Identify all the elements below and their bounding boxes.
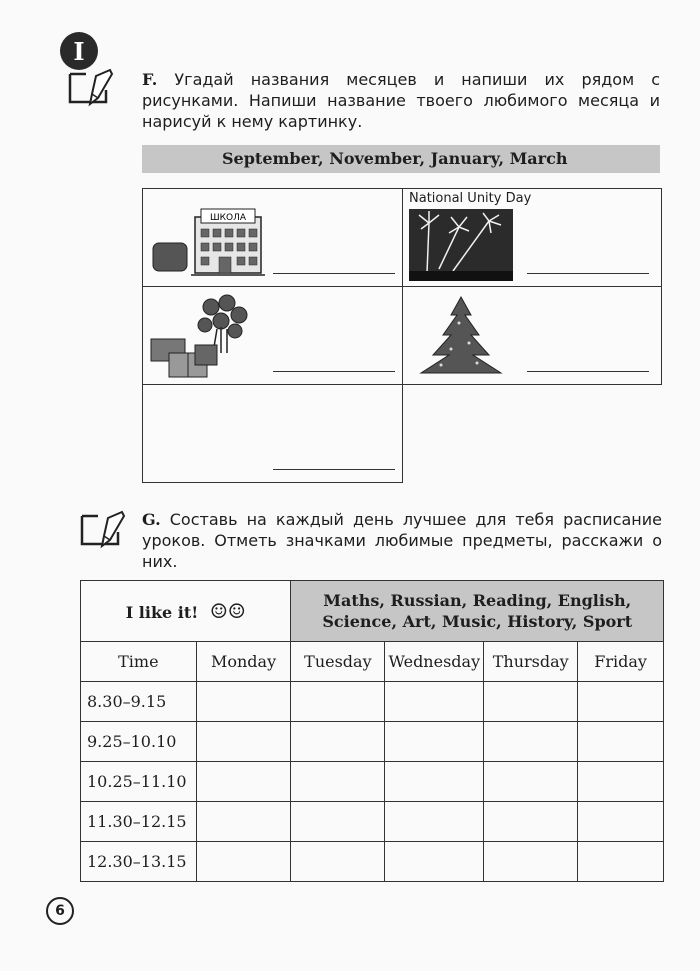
task-f-text: Угадай названия месяцев и напиши их рядом с рисунками. Напиши название твоего любимого месяца и нарисуй к нему картинку. (142, 70, 661, 131)
schedule-cell[interactable] (385, 682, 484, 722)
picture-cell-fireworks (402, 188, 662, 287)
school-building-icon (149, 203, 267, 281)
schedule-cell[interactable] (484, 722, 578, 762)
table-row (81, 762, 664, 802)
schedule-cell[interactable] (484, 842, 578, 882)
picture-cell-tree (402, 286, 662, 385)
schedule-cell[interactable] (196, 682, 291, 722)
word-bank (142, 145, 660, 173)
time-slot: 11.30–12.15 (81, 802, 197, 842)
table-row (81, 842, 664, 882)
schedule-cell[interactable] (484, 682, 578, 722)
task-g-instructions (142, 509, 662, 572)
smiley-icon: ☺☺ (209, 599, 246, 623)
schedule-cell[interactable] (578, 842, 664, 882)
answer-line[interactable] (273, 273, 395, 274)
answer-line[interactable] (527, 273, 649, 274)
column-header-monday: Monday (196, 642, 291, 682)
unit-badge-label: I (73, 36, 85, 66)
time-slot: 9.25–10.10 (81, 722, 197, 762)
column-header-time: Time (81, 642, 197, 682)
table-row (81, 722, 664, 762)
task-g-text: Составь на каждый день лучшее для тебя расписание уроков. Отметь значками любимые предметы, расскажи о них. (142, 510, 662, 571)
schedule-cell[interactable] (196, 762, 291, 802)
schedule-cell[interactable] (196, 802, 291, 842)
schedule-cell[interactable] (291, 722, 385, 762)
schedule-cell[interactable] (385, 722, 484, 762)
subjects-list: Maths, Russian, Reading, English, Science, Art, Music, History, Sport (322, 591, 633, 631)
picture-cell-flowers (142, 286, 403, 385)
column-header-wednesday: Wednesday (385, 642, 484, 682)
schedule-table (80, 580, 664, 882)
time-slot: 8.30–9.15 (81, 682, 197, 722)
subjects-header (291, 581, 664, 642)
picture-cell-empty[interactable] (142, 384, 403, 483)
answer-line[interactable] (527, 371, 649, 372)
schedule-cell[interactable] (578, 762, 664, 802)
task-f-instructions (142, 69, 660, 132)
schedule-cell[interactable] (291, 842, 385, 882)
page-number (46, 897, 74, 925)
column-header-friday: Friday (578, 642, 664, 682)
time-slot: 10.25–11.10 (81, 762, 197, 802)
fireworks-icon (409, 209, 513, 281)
time-slot: 12.30–13.15 (81, 842, 197, 882)
writing-pencil-icon (78, 510, 134, 550)
christmas-tree-icon (411, 293, 511, 379)
schedule-cell[interactable] (291, 802, 385, 842)
page-number-label: 6 (55, 903, 65, 919)
schedule-cell[interactable] (385, 842, 484, 882)
flowers-gifts-icon (147, 293, 257, 381)
unit-badge (60, 32, 98, 70)
table-row (81, 802, 664, 842)
word-bank-text: September, November, January, March (222, 149, 568, 168)
like-label: I like it! (125, 603, 199, 622)
schedule-cell[interactable] (578, 722, 664, 762)
schedule-cell[interactable] (484, 762, 578, 802)
schedule-cell[interactable] (291, 682, 385, 722)
school-sign-text: ШКОЛА (209, 213, 247, 223)
schedule-cell[interactable] (578, 802, 664, 842)
task-f-letter: F. (142, 70, 158, 89)
fireworks-caption: National Unity Day (409, 191, 532, 206)
schedule-cell[interactable] (196, 842, 291, 882)
schedule-cell[interactable] (196, 722, 291, 762)
schedule-cell[interactable] (484, 802, 578, 842)
like-header (81, 581, 291, 642)
picture-cell-school (142, 188, 403, 287)
answer-line[interactable] (273, 469, 395, 470)
column-header-tuesday: Tuesday (291, 642, 385, 682)
schedule-cell[interactable] (578, 682, 664, 722)
schedule-cell[interactable] (385, 802, 484, 842)
schedule-cell[interactable] (291, 762, 385, 802)
task-g-letter: G. (142, 510, 161, 529)
column-header-thursday: Thursday (484, 642, 578, 682)
picture-grid (142, 188, 662, 483)
table-row (81, 682, 664, 722)
answer-line[interactable] (273, 371, 395, 372)
writing-pencil-icon (66, 68, 122, 108)
schedule-cell[interactable] (385, 762, 484, 802)
